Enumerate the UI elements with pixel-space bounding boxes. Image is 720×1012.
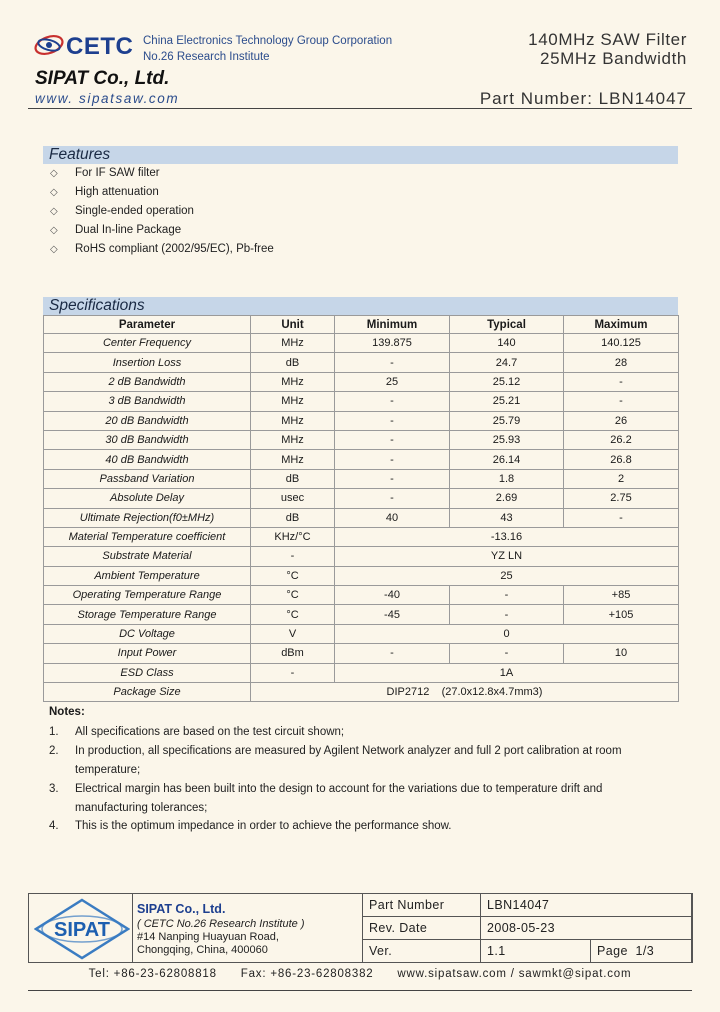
contact-line: Tel: +86-23-62808818 Fax: +86-23-62808382 www.sipatsaw.com / sawmkt@sipat.com bbox=[88, 968, 632, 980]
table-row: 30 dB Bandwidth MHz - 25.93 26.2 bbox=[44, 430, 679, 449]
footer-address: #14 Nanping Huayuan Road, bbox=[137, 931, 279, 943]
table-row: DC Voltage V 0 bbox=[44, 624, 679, 643]
doc-subtitle: 25MHz Bandwidth bbox=[540, 49, 687, 68]
table-row: 2 dB Bandwidth MHz 25 25.12 - bbox=[44, 372, 679, 391]
features-heading: Features bbox=[43, 146, 678, 164]
part-number-value: LBN14047 bbox=[481, 894, 693, 917]
column-header: Maximum bbox=[564, 316, 679, 334]
table-row: Insertion Loss dB - 24.7 28 bbox=[44, 353, 679, 372]
diamond-bullet-icon: ◇ bbox=[50, 244, 58, 255]
footer-info-table bbox=[362, 893, 693, 963]
table-row: Storage Temperature Range °C -45 - +105 bbox=[44, 605, 679, 624]
note-item: 4. This is the optimum impedance in order to achieve the performance show. bbox=[49, 820, 452, 832]
table-row: Operating Temperature Range °C -40 - +85 bbox=[44, 586, 679, 605]
feature-item: ◇ For IF SAW filter bbox=[50, 167, 160, 179]
part-number-heading: Part Number: LBN14047 bbox=[479, 89, 687, 108]
footer-institute: ( CETC No.26 Research Institute ) bbox=[137, 918, 305, 930]
table-row: 3 dB Bandwidth MHz - 25.21 - bbox=[44, 392, 679, 411]
cetc-logo-icon bbox=[34, 30, 64, 60]
org-name: China Electronics Technology Group Corporation bbox=[143, 35, 393, 47]
diamond-bullet-icon: ◇ bbox=[50, 168, 58, 179]
diamond-bullet-icon: ◇ bbox=[50, 225, 58, 236]
svg-text:SIPAT: SIPAT bbox=[54, 919, 110, 941]
column-header: Typical bbox=[450, 316, 564, 334]
diamond-bullet-icon: ◇ bbox=[50, 206, 58, 217]
page-indicator: Page 1/3 bbox=[591, 940, 693, 963]
footer-company: SIPAT Co., Ltd. bbox=[137, 902, 226, 916]
rev-date-value: 2008-05-23 bbox=[481, 917, 693, 940]
footer-rule bbox=[28, 990, 692, 991]
table-row: Ambient Temperature °C 25 bbox=[44, 566, 679, 585]
version-label: Ver. bbox=[363, 940, 481, 963]
table-row: Ultimate Rejection(f0±MHz) dB 40 43 - bbox=[44, 508, 679, 527]
note-item: 3. Electrical margin has been built into the design to account for the variations due to temperature drift and manufacturing tolerances; bbox=[49, 783, 603, 814]
sipat-logo-icon bbox=[34, 898, 130, 960]
table-row: Passband Variation dB - 1.8 2 bbox=[44, 469, 679, 488]
notes-heading: Notes: bbox=[49, 706, 85, 718]
diamond-bullet-icon: ◇ bbox=[50, 187, 58, 198]
company-name: SIPAT Co., Ltd. bbox=[35, 68, 170, 89]
institute-name: No.26 Research Institute bbox=[143, 51, 270, 63]
feature-item: ◇ Single-ended operation bbox=[50, 205, 194, 217]
footer-city: Chongqing, China, 400060 bbox=[137, 944, 268, 956]
specifications-table bbox=[43, 315, 679, 702]
rev-date-label: Rev. Date bbox=[363, 917, 481, 940]
table-row: 40 dB Bandwidth MHz - 26.14 26.8 bbox=[44, 450, 679, 469]
header-divider bbox=[28, 108, 692, 109]
table-row: Absolute Delay usec - 2.69 2.75 bbox=[44, 489, 679, 508]
specifications-heading: Specifications bbox=[43, 297, 678, 315]
column-header: Parameter bbox=[44, 316, 251, 334]
feature-item: ◇ High attenuation bbox=[50, 186, 159, 198]
part-number-label: Part Number bbox=[363, 894, 481, 917]
website-link[interactable]: www. sipatsaw.com bbox=[35, 91, 180, 106]
note-item: 1. All specifications are based on the test circuit shown; bbox=[49, 726, 345, 738]
version-value: 1.1 bbox=[481, 940, 591, 963]
doc-title: 140MHz SAW Filter bbox=[528, 30, 687, 49]
feature-item: ◇ Dual In-line Package bbox=[50, 224, 182, 236]
table-row: Center Frequency MHz 139.875 140 140.125 bbox=[44, 334, 679, 353]
table-row: Input Power dBm - - 10 bbox=[44, 644, 679, 663]
table-header-row bbox=[44, 316, 679, 334]
table-row: ESD Class - 1A bbox=[44, 663, 679, 682]
note-item: 2. In production, all specifications are measured by Agilent Network analyzer and full 2 port calibration at room temperature; bbox=[49, 745, 622, 776]
table-row: Substrate Material - YZ LN bbox=[44, 547, 679, 566]
column-header: Minimum bbox=[335, 316, 450, 334]
table-row: Package Size DIP2712 (27.0x12.8x4.7mm3) bbox=[44, 683, 679, 702]
column-header: Unit bbox=[251, 316, 335, 334]
cetc-logo-text: CETC bbox=[66, 33, 134, 60]
feature-item: ◇ RoHS compliant (2002/95/EC), Pb-free bbox=[50, 243, 274, 255]
footer-divider bbox=[132, 893, 133, 963]
table-row: Material Temperature coefficient KHz/°C -13.16 bbox=[44, 527, 679, 546]
table-row: 20 dB Bandwidth MHz - 25.79 26 bbox=[44, 411, 679, 430]
